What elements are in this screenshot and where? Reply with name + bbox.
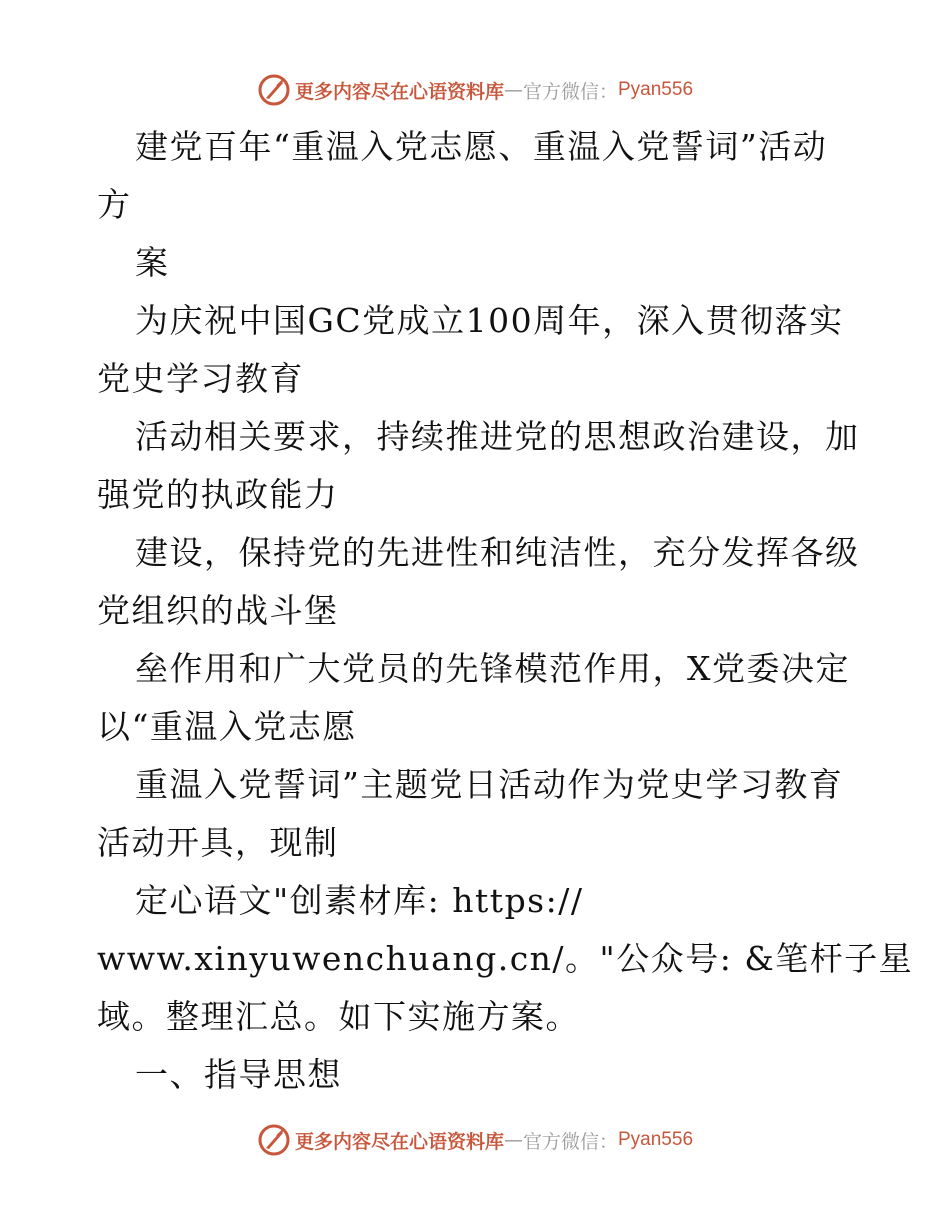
doc-paragraph-line: 党史学习教育 <box>97 359 304 398</box>
quill-pen-circle-icon <box>257 1123 291 1157</box>
banner-wechat-label: 官方微信： <box>522 80 618 103</box>
doc-paragraph-line: 重温入党誓词”主题党日活动作为党史学习教育 <box>135 765 844 804</box>
doc-paragraph-line: 域。整理汇总。如下实施方案。 <box>97 997 580 1036</box>
banner-wechat-id: Pyan556 <box>618 79 694 100</box>
doc-paragraph-line: www.xinyuwenchuang.cn/。"公众号: &笔杆子星 <box>97 939 914 978</box>
banner-wechat-id: Pyan556 <box>618 1129 694 1150</box>
header-watermark-banner <box>0 70 950 110</box>
banner-separator: — <box>503 79 523 101</box>
doc-paragraph-line: 强党的执政能力 <box>97 475 339 514</box>
doc-paragraph-line: 定心语文"创素材库: https:// <box>135 881 584 920</box>
quill-pen-circle-icon <box>257 73 291 107</box>
footer-watermark-banner <box>0 1120 950 1160</box>
doc-paragraph-line: 为庆祝中国GC党成立100周年，深入贯彻落实 <box>135 301 844 340</box>
doc-paragraph-line: 党组织的战斗堡 <box>97 591 339 630</box>
doc-paragraph-line: 垒作用和广大党员的先锋模范作用，X党委决定 <box>135 649 850 688</box>
doc-title-line-1: 建党百年“重温入党志愿、重温入党誓词”活动 <box>135 127 828 166</box>
doc-paragraph-line: 建设，保持党的先进性和纯洁性，充分发挥各级 <box>135 533 860 572</box>
doc-title-line-2: 方 <box>97 185 132 224</box>
doc-paragraph-line: 以“重温入党志愿 <box>97 707 357 746</box>
doc-paragraph-line: 活动相关要求，持续推进党的思想政治建设，加 <box>135 417 860 456</box>
document-body <box>97 118 914 1104</box>
banner-wechat-label: 官方微信： <box>522 1130 618 1153</box>
doc-paragraph-line: 活动开具，现制 <box>97 823 339 862</box>
banner-main-text: 更多内容尽在心语资料库 <box>294 1130 504 1153</box>
section-heading: 一、指导思想 <box>135 1055 342 1094</box>
banner-main-text: 更多内容尽在心语资料库 <box>294 80 504 103</box>
doc-title-line-3: 案 <box>135 243 170 282</box>
banner-separator: — <box>503 1129 523 1151</box>
